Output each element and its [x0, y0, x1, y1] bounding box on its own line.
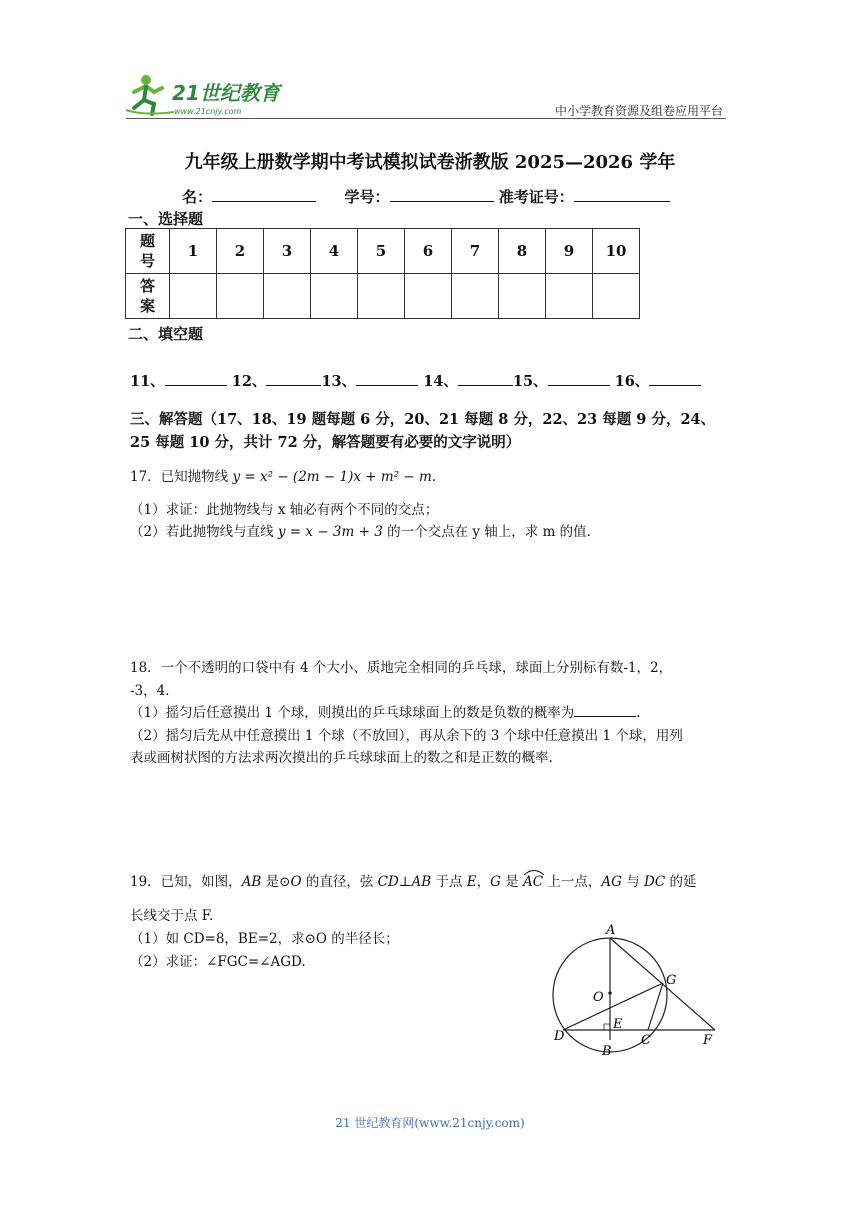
answer-cell[interactable]: [217, 274, 264, 319]
label-a: A: [606, 923, 616, 938]
section-choice-heading: 一、选择题: [128, 210, 204, 228]
q19-part2: （2）求证：∠FGC=∠AGD.: [130, 954, 306, 970]
q17-part1: （1）求证：此抛物线与 x 轴必有两个不同的交点；: [130, 502, 439, 518]
label-c: C: [641, 1033, 651, 1048]
student-id-blank[interactable]: [390, 187, 494, 202]
circle-geometry-figure: [545, 920, 745, 1070]
question-number-cell: 2: [217, 229, 264, 274]
q15-blank[interactable]: [548, 385, 610, 386]
q18-part2-line2: 表或画树状图的方法求两次摸出的乒乓球球面上的数之和是正数的概率.: [130, 750, 553, 766]
q19-part1: （1）如 CD=8，BE=2，求⊙O 的半径长；: [130, 931, 399, 947]
answer-cell[interactable]: [452, 274, 499, 319]
label-b: B: [602, 1044, 612, 1059]
question-number-cell: 8: [499, 229, 546, 274]
header-divider: [126, 118, 726, 119]
answer-cell[interactable]: [593, 274, 640, 319]
row-head-question-number: 题 号: [126, 229, 170, 274]
q11-blank[interactable]: [165, 385, 227, 386]
exam-number-label: 准考证号：: [498, 188, 574, 206]
name-label: 名：: [182, 188, 213, 206]
q13-label: 13、: [321, 373, 357, 390]
line-gc: [648, 983, 663, 1030]
center-point: [608, 991, 611, 994]
section-fill-heading: 二、填空题: [128, 325, 204, 343]
q17-stem: 17．已知抛物线 y = x² − (2m − 1)x + m² − m.: [130, 469, 437, 485]
question-number-cell: 4: [311, 229, 358, 274]
q17-formula: y = x² − (2m − 1)x + m² − m: [232, 469, 432, 485]
answer-cell[interactable]: [546, 274, 593, 319]
question-number-cell: 10: [593, 229, 640, 274]
section-solve-heading: 三、解答题（17、18、19 题每题 6 分，20、21 每题 8 分，22、23 每题 9 分，24、: [130, 411, 716, 428]
q14-label: 14、: [423, 373, 458, 390]
table-row: [126, 274, 640, 319]
answer-cell[interactable]: [358, 274, 405, 319]
q17-part2: （2）若此抛物线与直线 y = x − 3m + 3 的一个交点在 y 轴上，求 m 的值.: [130, 524, 591, 540]
answer-cell[interactable]: [405, 274, 452, 319]
logo-url-text: www.21cnjy.com: [174, 107, 242, 116]
right-angle-mark: [604, 1024, 610, 1030]
question-number-cell: 7: [452, 229, 499, 274]
question-number-cell: 9: [546, 229, 593, 274]
question-number-cell: 3: [264, 229, 311, 274]
q11-label: 11、: [130, 373, 165, 390]
q16-label: 16、: [614, 373, 650, 390]
answer-cell[interactable]: [264, 274, 311, 319]
arc-ac-label: AC: [523, 874, 543, 890]
page-title: 九年级上册数学期中考试模拟试卷浙教版 2025—2026 学年: [184, 152, 676, 173]
label-o: O: [593, 990, 604, 1005]
label-g: G: [666, 973, 677, 988]
label-e: E: [613, 1017, 623, 1032]
q18-part1: （1）摇匀后任意摸出 1 个球，则摸出的乒乓球球面上的数是负数的概率为 .: [130, 705, 641, 721]
answer-cell[interactable]: [311, 274, 358, 319]
label-d: D: [554, 1029, 565, 1044]
fill-answer-line: [130, 370, 701, 391]
q18-stem-line1: 18．一个不透明的口袋中有 4 个大小、质地完全相同的乒乓球，球面上分别标有数-1，2，: [130, 660, 673, 676]
answer-cell[interactable]: [170, 274, 217, 319]
question-number-cell: 6: [405, 229, 452, 274]
row-head-answer: 答 案: [126, 274, 170, 319]
q15-label: 15、: [512, 373, 548, 390]
header-platform-text: 中小学教育资源及组卷应用平台: [554, 104, 723, 118]
site-logo: [124, 70, 294, 120]
answer-table: [125, 228, 640, 319]
student-id-label: 学号：: [344, 188, 390, 206]
q17-line-formula: y = x − 3m + 3: [277, 524, 383, 540]
question-number-cell: 5: [358, 229, 405, 274]
answer-cell[interactable]: [499, 274, 546, 319]
q14-blank[interactable]: [458, 385, 513, 386]
q18-part2-line1: （2）摇匀后先从中任意摸出 1 个球（不放回），再从余下的 3 个球中任意摸出 1 个球，用列: [130, 728, 683, 744]
q12-blank[interactable]: [266, 385, 321, 386]
arc-mark-icon: [523, 868, 545, 876]
table-row: [126, 229, 640, 274]
name-blank[interactable]: [212, 187, 316, 202]
page-footer[interactable]: 21 世纪教育网(www.21cnjy.com): [335, 1116, 525, 1130]
q18-stem-line2: -3，4．: [130, 683, 179, 699]
q12-label: 12、: [231, 373, 267, 390]
q16-blank[interactable]: [649, 385, 701, 386]
section-solve-heading-line2: 25 每题 10 分，共计 72 分，解答题要有必要的文字说明）: [130, 434, 521, 451]
exam-number-blank[interactable]: [574, 187, 670, 202]
q19-stem-line1: 19．已知，如图，AB 是⊙O 的直径，弦 CD⊥AB 于点 E，G 是 AC 上一点，AG 与 DC 的延: [130, 870, 697, 890]
q19-stem-line2: 长线交于点 F.: [130, 908, 214, 924]
q13-blank[interactable]: [356, 385, 418, 386]
student-info-line: [182, 186, 670, 207]
question-number-cell: 1: [170, 229, 217, 274]
q18-blank[interactable]: [574, 716, 636, 717]
label-f: F: [703, 1033, 713, 1048]
runner-icon: [126, 75, 174, 114]
logo-text: 21世纪教育: [172, 81, 280, 105]
